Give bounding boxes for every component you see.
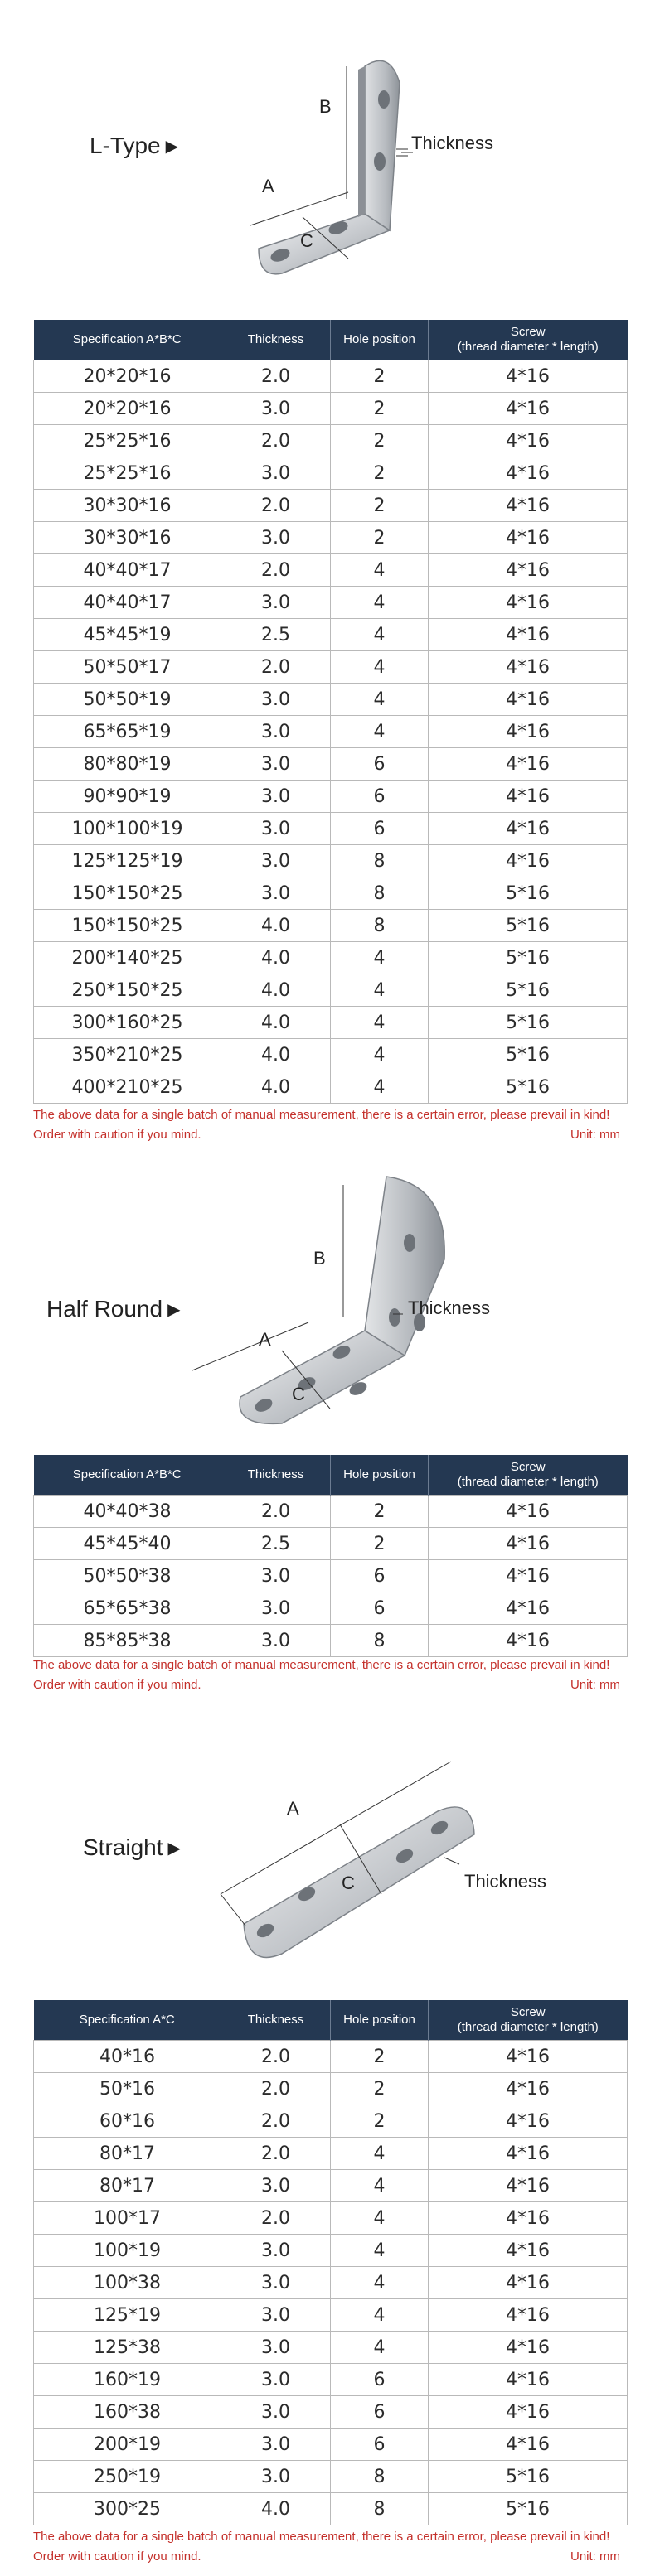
- cell-hole-position: 6: [331, 1592, 429, 1625]
- cell-specification: 400*210*25: [34, 1071, 221, 1104]
- cell-screw: 4*16: [429, 554, 628, 587]
- cell-specification: 200*19: [34, 2429, 221, 2461]
- table-row: [34, 587, 628, 619]
- cell-hole-position: 8: [331, 2461, 429, 2493]
- table-row: [34, 1496, 628, 1528]
- cell-screw: 4*16: [429, 2170, 628, 2202]
- cell-thickness: 3.0: [221, 522, 331, 554]
- straight-bracket-diagram: [0, 1710, 655, 1992]
- cell-thickness: 4.0: [221, 1071, 331, 1104]
- table-row: [34, 457, 628, 490]
- cell-hole-position: 2: [331, 360, 429, 393]
- table-row: [34, 554, 628, 587]
- cell-hole-position: 6: [331, 2396, 429, 2429]
- table-row: [34, 619, 628, 651]
- cell-hole-position: 4: [331, 942, 429, 974]
- l-bracket-diagram: [0, 0, 655, 315]
- cell-hole-position: 4: [331, 684, 429, 716]
- table-header-row: [34, 1455, 628, 1496]
- table-row: [34, 1007, 628, 1039]
- l-type-hero: [0, 0, 655, 315]
- cell-thickness: 2.0: [221, 554, 331, 587]
- cell-hole-position: 8: [331, 910, 429, 942]
- cell-screw: 4*16: [429, 845, 628, 877]
- straight-title: Straight: [83, 1834, 163, 1860]
- cell-thickness: 3.0: [221, 2235, 331, 2267]
- cell-specification: 30*30*16: [34, 522, 221, 554]
- cell-specification: 65*65*38: [34, 1592, 221, 1625]
- table-row: [34, 651, 628, 684]
- cell-screw: 4*16: [429, 1625, 628, 1657]
- cell-specification: 40*40*17: [34, 587, 221, 619]
- cell-screw: 4*16: [429, 2396, 628, 2429]
- dim-b-label: B: [319, 96, 332, 117]
- cell-thickness: 3.0: [221, 1560, 331, 1592]
- cell-thickness: 2.0: [221, 2041, 331, 2073]
- cell-thickness: 3.0: [221, 1625, 331, 1657]
- cell-thickness: 2.0: [221, 2105, 331, 2138]
- cell-screw: 5*16: [429, 1007, 628, 1039]
- table-row: [34, 1560, 628, 1592]
- cell-hole-position: 4: [331, 2202, 429, 2235]
- cell-screw: 4*16: [429, 748, 628, 781]
- cell-thickness: 3.0: [221, 684, 331, 716]
- cell-screw: 4*16: [429, 2202, 628, 2235]
- cell-thickness: 2.0: [221, 2073, 331, 2105]
- straight-spec-table: [33, 2000, 628, 2525]
- cell-screw: 4*16: [429, 393, 628, 425]
- cell-screw: 4*16: [429, 360, 628, 393]
- cell-thickness: 3.0: [221, 2461, 331, 2493]
- cell-hole-position: 4: [331, 587, 429, 619]
- cell-hole-position: 8: [331, 877, 429, 910]
- cell-hole-position: 4: [331, 2332, 429, 2364]
- col-header-hole-position: Hole position: [331, 320, 429, 360]
- half-round-spec-table: [33, 1455, 628, 1657]
- unit-label: Unit: mm: [570, 2549, 620, 2564]
- cell-hole-position: 4: [331, 2299, 429, 2332]
- cell-screw: 4*16: [429, 2364, 628, 2396]
- table-row: [34, 748, 628, 781]
- cell-screw: 4*16: [429, 619, 628, 651]
- cell-screw: 4*16: [429, 587, 628, 619]
- cell-specification: 125*38: [34, 2332, 221, 2364]
- cell-thickness: 2.0: [221, 2138, 331, 2170]
- straight-disclaimer: [33, 2527, 627, 2567]
- cell-specification: 80*80*19: [34, 748, 221, 781]
- cell-thickness: 3.0: [221, 781, 331, 813]
- cell-specification: 250*19: [34, 2461, 221, 2493]
- cell-screw: 5*16: [429, 974, 628, 1007]
- straight-hero: [0, 1710, 655, 1992]
- thickness-label: Thickness: [411, 133, 494, 153]
- unit-label: Unit: mm: [570, 1678, 620, 1692]
- cell-screw: 4*16: [429, 2073, 628, 2105]
- cell-thickness: 3.0: [221, 813, 331, 845]
- cell-specification: 50*50*38: [34, 1560, 221, 1592]
- cell-hole-position: 8: [331, 2493, 429, 2525]
- cell-specification: 150*150*25: [34, 877, 221, 910]
- table-header-row: [34, 320, 628, 360]
- half-round-hero: [0, 1160, 655, 1442]
- table-row: [34, 1625, 628, 1657]
- cell-specification: 200*140*25: [34, 942, 221, 974]
- table-row: [34, 1039, 628, 1071]
- cell-hole-position: 2: [331, 393, 429, 425]
- dim-c-label: C: [300, 230, 313, 251]
- cell-thickness: 4.0: [221, 1007, 331, 1039]
- table-row: [34, 781, 628, 813]
- col-header-thickness: Thickness: [221, 320, 331, 360]
- dim-a-label: A: [287, 1798, 299, 1819]
- table-row: [34, 1528, 628, 1560]
- table-row: [34, 2299, 628, 2332]
- cell-screw: 5*16: [429, 2461, 628, 2493]
- dim-c-label: C: [342, 1873, 355, 1893]
- triangle-right-icon: ▶: [167, 1301, 181, 1319]
- cell-screw: 5*16: [429, 910, 628, 942]
- table-row: [34, 2429, 628, 2461]
- col-header-specification: Specification A*B*C: [34, 1455, 221, 1496]
- cell-thickness: 2.0: [221, 425, 331, 457]
- table-row: [34, 393, 628, 425]
- cell-hole-position: 6: [331, 2429, 429, 2461]
- cell-screw: 4*16: [429, 2041, 628, 2073]
- table-row: [34, 877, 628, 910]
- cell-specification: 40*40*38: [34, 1496, 221, 1528]
- cell-thickness: 4.0: [221, 2493, 331, 2525]
- cell-specification: 60*16: [34, 2105, 221, 2138]
- col-header-specification: Specification A*B*C: [34, 320, 221, 360]
- cell-hole-position: 4: [331, 619, 429, 651]
- table-row: [34, 1071, 628, 1104]
- cell-screw: 5*16: [429, 877, 628, 910]
- cell-thickness: 3.0: [221, 1592, 331, 1625]
- cell-thickness: 3.0: [221, 393, 331, 425]
- table-row: [34, 2138, 628, 2170]
- cell-specification: 80*17: [34, 2170, 221, 2202]
- table-row: [34, 2364, 628, 2396]
- table-row: [34, 716, 628, 748]
- cell-hole-position: 2: [331, 522, 429, 554]
- col-header-hole-position: Hole position: [331, 1455, 429, 1496]
- table-row: [34, 2461, 628, 2493]
- cell-hole-position: 2: [331, 425, 429, 457]
- cell-thickness: 3.0: [221, 2267, 331, 2299]
- cell-thickness: 3.0: [221, 2364, 331, 2396]
- cell-screw: 4*16: [429, 457, 628, 490]
- l-type-disclaimer: [33, 1105, 627, 1145]
- cell-screw: 4*16: [429, 522, 628, 554]
- cell-specification: 350*210*25: [34, 1039, 221, 1071]
- cell-hole-position: 2: [331, 1528, 429, 1560]
- table-row: [34, 425, 628, 457]
- cell-hole-position: 4: [331, 2267, 429, 2299]
- col-header-thickness: Thickness: [221, 1455, 331, 1496]
- cell-thickness: 2.0: [221, 490, 331, 522]
- cell-screw: 5*16: [429, 1039, 628, 1071]
- cell-hole-position: 4: [331, 1071, 429, 1104]
- cell-thickness: 3.0: [221, 2332, 331, 2364]
- table-row: [34, 1592, 628, 1625]
- table-row: [34, 2396, 628, 2429]
- cell-screw: 4*16: [429, 2299, 628, 2332]
- cell-screw: 4*16: [429, 781, 628, 813]
- half-round-disclaimer: [33, 1655, 627, 1695]
- cell-hole-position: 2: [331, 490, 429, 522]
- cell-specification: 125*125*19: [34, 845, 221, 877]
- cell-screw: 4*16: [429, 1560, 628, 1592]
- table-row: [34, 942, 628, 974]
- cell-screw: 4*16: [429, 2235, 628, 2267]
- cell-specification: 50*50*17: [34, 651, 221, 684]
- cell-specification: 125*19: [34, 2299, 221, 2332]
- cell-thickness: 2.5: [221, 1528, 331, 1560]
- cell-hole-position: 4: [331, 651, 429, 684]
- cell-thickness: 3.0: [221, 845, 331, 877]
- cell-hole-position: 6: [331, 813, 429, 845]
- cell-hole-position: 4: [331, 2170, 429, 2202]
- cell-specification: 50*16: [34, 2073, 221, 2105]
- cell-specification: 300*160*25: [34, 1007, 221, 1039]
- table-row: [34, 813, 628, 845]
- cell-thickness: 2.0: [221, 2202, 331, 2235]
- table-row: [34, 2267, 628, 2299]
- cell-specification: 30*30*16: [34, 490, 221, 522]
- cell-screw: 4*16: [429, 2429, 628, 2461]
- table-row: [34, 2332, 628, 2364]
- table-row: [34, 2105, 628, 2138]
- cell-thickness: 3.0: [221, 2170, 331, 2202]
- cell-hole-position: 4: [331, 974, 429, 1007]
- cell-screw: 4*16: [429, 2138, 628, 2170]
- cell-specification: 25*25*16: [34, 457, 221, 490]
- cell-specification: 80*17: [34, 2138, 221, 2170]
- cell-thickness: 2.5: [221, 619, 331, 651]
- cell-specification: 20*20*16: [34, 393, 221, 425]
- table-row: [34, 845, 628, 877]
- cell-screw: 4*16: [429, 490, 628, 522]
- cell-specification: 100*19: [34, 2235, 221, 2267]
- table-row: [34, 910, 628, 942]
- cell-hole-position: 6: [331, 748, 429, 781]
- cell-screw: 4*16: [429, 2267, 628, 2299]
- cell-specification: 45*45*19: [34, 619, 221, 651]
- dim-a-label: A: [262, 176, 274, 196]
- cell-thickness: 2.0: [221, 360, 331, 393]
- cell-hole-position: 4: [331, 2138, 429, 2170]
- thickness-label: Thickness: [408, 1298, 491, 1318]
- cell-hole-position: 4: [331, 2235, 429, 2267]
- cell-specification: 100*17: [34, 2202, 221, 2235]
- col-header-screw: Screw (thread diameter * length): [429, 1455, 628, 1496]
- cell-hole-position: 4: [331, 716, 429, 748]
- cell-specification: 65*65*19: [34, 716, 221, 748]
- cell-specification: 45*45*40: [34, 1528, 221, 1560]
- cell-thickness: 2.0: [221, 651, 331, 684]
- cell-thickness: 3.0: [221, 2429, 331, 2461]
- cell-hole-position: 8: [331, 845, 429, 877]
- cell-screw: 4*16: [429, 813, 628, 845]
- col-header-specification: Specification A*C: [34, 2000, 221, 2041]
- col-header-screw: Screw (thread diameter * length): [429, 2000, 628, 2041]
- cell-hole-position: 6: [331, 1560, 429, 1592]
- half-round-bracket-diagram: [0, 1160, 655, 1442]
- cell-hole-position: 4: [331, 554, 429, 587]
- table-row: [34, 522, 628, 554]
- cell-screw: 4*16: [429, 2105, 628, 2138]
- cell-screw: 4*16: [429, 1592, 628, 1625]
- cell-specification: 100*100*19: [34, 813, 221, 845]
- cell-hole-position: 6: [331, 781, 429, 813]
- cell-screw: 5*16: [429, 942, 628, 974]
- cell-specification: 250*150*25: [34, 974, 221, 1007]
- cell-specification: 40*16: [34, 2041, 221, 2073]
- table-row: [34, 2202, 628, 2235]
- thickness-label: Thickness: [464, 1871, 547, 1892]
- col-header-thickness: Thickness: [221, 2000, 331, 2041]
- cell-screw: 4*16: [429, 651, 628, 684]
- triangle-right-icon: ▶: [167, 1839, 181, 1858]
- cell-specification: 85*85*38: [34, 1625, 221, 1657]
- l-type-title: L-Type: [90, 133, 161, 158]
- cell-screw: 4*16: [429, 684, 628, 716]
- cell-thickness: 4.0: [221, 1039, 331, 1071]
- cell-screw: 4*16: [429, 1496, 628, 1528]
- cell-screw: 4*16: [429, 2332, 628, 2364]
- cell-specification: 25*25*16: [34, 425, 221, 457]
- cell-thickness: 3.0: [221, 748, 331, 781]
- cell-specification: 150*150*25: [34, 910, 221, 942]
- disclaimer-text: The above data for a single batch of manual measurement, there is a certain error, please prevail in kind! Order with caution if you mind.: [33, 1108, 610, 1142]
- cell-hole-position: 2: [331, 2041, 429, 2073]
- half-round-title: Half Round: [46, 1296, 163, 1322]
- cell-thickness: 3.0: [221, 877, 331, 910]
- disclaimer-text: The above data for a single batch of manual measurement, there is a certain error, please prevail in kind! Order with caution if you mind.: [33, 1658, 610, 1692]
- cell-screw: 4*16: [429, 716, 628, 748]
- cell-screw: 5*16: [429, 1071, 628, 1104]
- l-type-spec-table: [33, 320, 628, 1104]
- cell-thickness: 3.0: [221, 716, 331, 748]
- cell-hole-position: 2: [331, 1496, 429, 1528]
- dim-c-label: C: [292, 1384, 305, 1404]
- cell-thickness: 3.0: [221, 457, 331, 490]
- cell-specification: 100*38: [34, 2267, 221, 2299]
- table-row: [34, 2170, 628, 2202]
- cell-hole-position: 4: [331, 1007, 429, 1039]
- cell-hole-position: 2: [331, 2105, 429, 2138]
- cell-thickness: 3.0: [221, 2299, 331, 2332]
- cell-screw: 5*16: [429, 2493, 628, 2525]
- disclaimer-text: The above data for a single batch of manual measurement, there is a certain error, please prevail in kind! Order with caution if you mind.: [33, 2530, 610, 2564]
- unit-label: Unit: mm: [570, 1128, 620, 1142]
- cell-specification: 300*25: [34, 2493, 221, 2525]
- cell-specification: 90*90*19: [34, 781, 221, 813]
- table-row: [34, 684, 628, 716]
- cell-specification: 160*38: [34, 2396, 221, 2429]
- dim-b-label: B: [313, 1248, 326, 1269]
- col-header-hole-position: Hole position: [331, 2000, 429, 2041]
- table-row: [34, 2235, 628, 2267]
- table-header-row: [34, 2000, 628, 2041]
- cell-specification: 50*50*19: [34, 684, 221, 716]
- table-row: [34, 2073, 628, 2105]
- cell-thickness: 2.0: [221, 1496, 331, 1528]
- table-row: [34, 2493, 628, 2525]
- dim-a-label: A: [259, 1329, 271, 1350]
- cell-screw: 4*16: [429, 1528, 628, 1560]
- table-row: [34, 2041, 628, 2073]
- table-row: [34, 360, 628, 393]
- table-row: [34, 490, 628, 522]
- cell-thickness: 3.0: [221, 2396, 331, 2429]
- cell-specification: 40*40*17: [34, 554, 221, 587]
- cell-hole-position: 6: [331, 2364, 429, 2396]
- cell-specification: 20*20*16: [34, 360, 221, 393]
- table-row: [34, 974, 628, 1007]
- cell-specification: 160*19: [34, 2364, 221, 2396]
- cell-thickness: 4.0: [221, 974, 331, 1007]
- cell-thickness: 4.0: [221, 910, 331, 942]
- cell-thickness: 3.0: [221, 587, 331, 619]
- cell-screw: 4*16: [429, 425, 628, 457]
- cell-thickness: 4.0: [221, 942, 331, 974]
- col-header-screw: Screw (thread diameter * length): [429, 320, 628, 360]
- cell-hole-position: 4: [331, 1039, 429, 1071]
- triangle-right-icon: ▶: [165, 138, 178, 156]
- cell-hole-position: 2: [331, 2073, 429, 2105]
- cell-hole-position: 2: [331, 457, 429, 490]
- cell-hole-position: 8: [331, 1625, 429, 1657]
